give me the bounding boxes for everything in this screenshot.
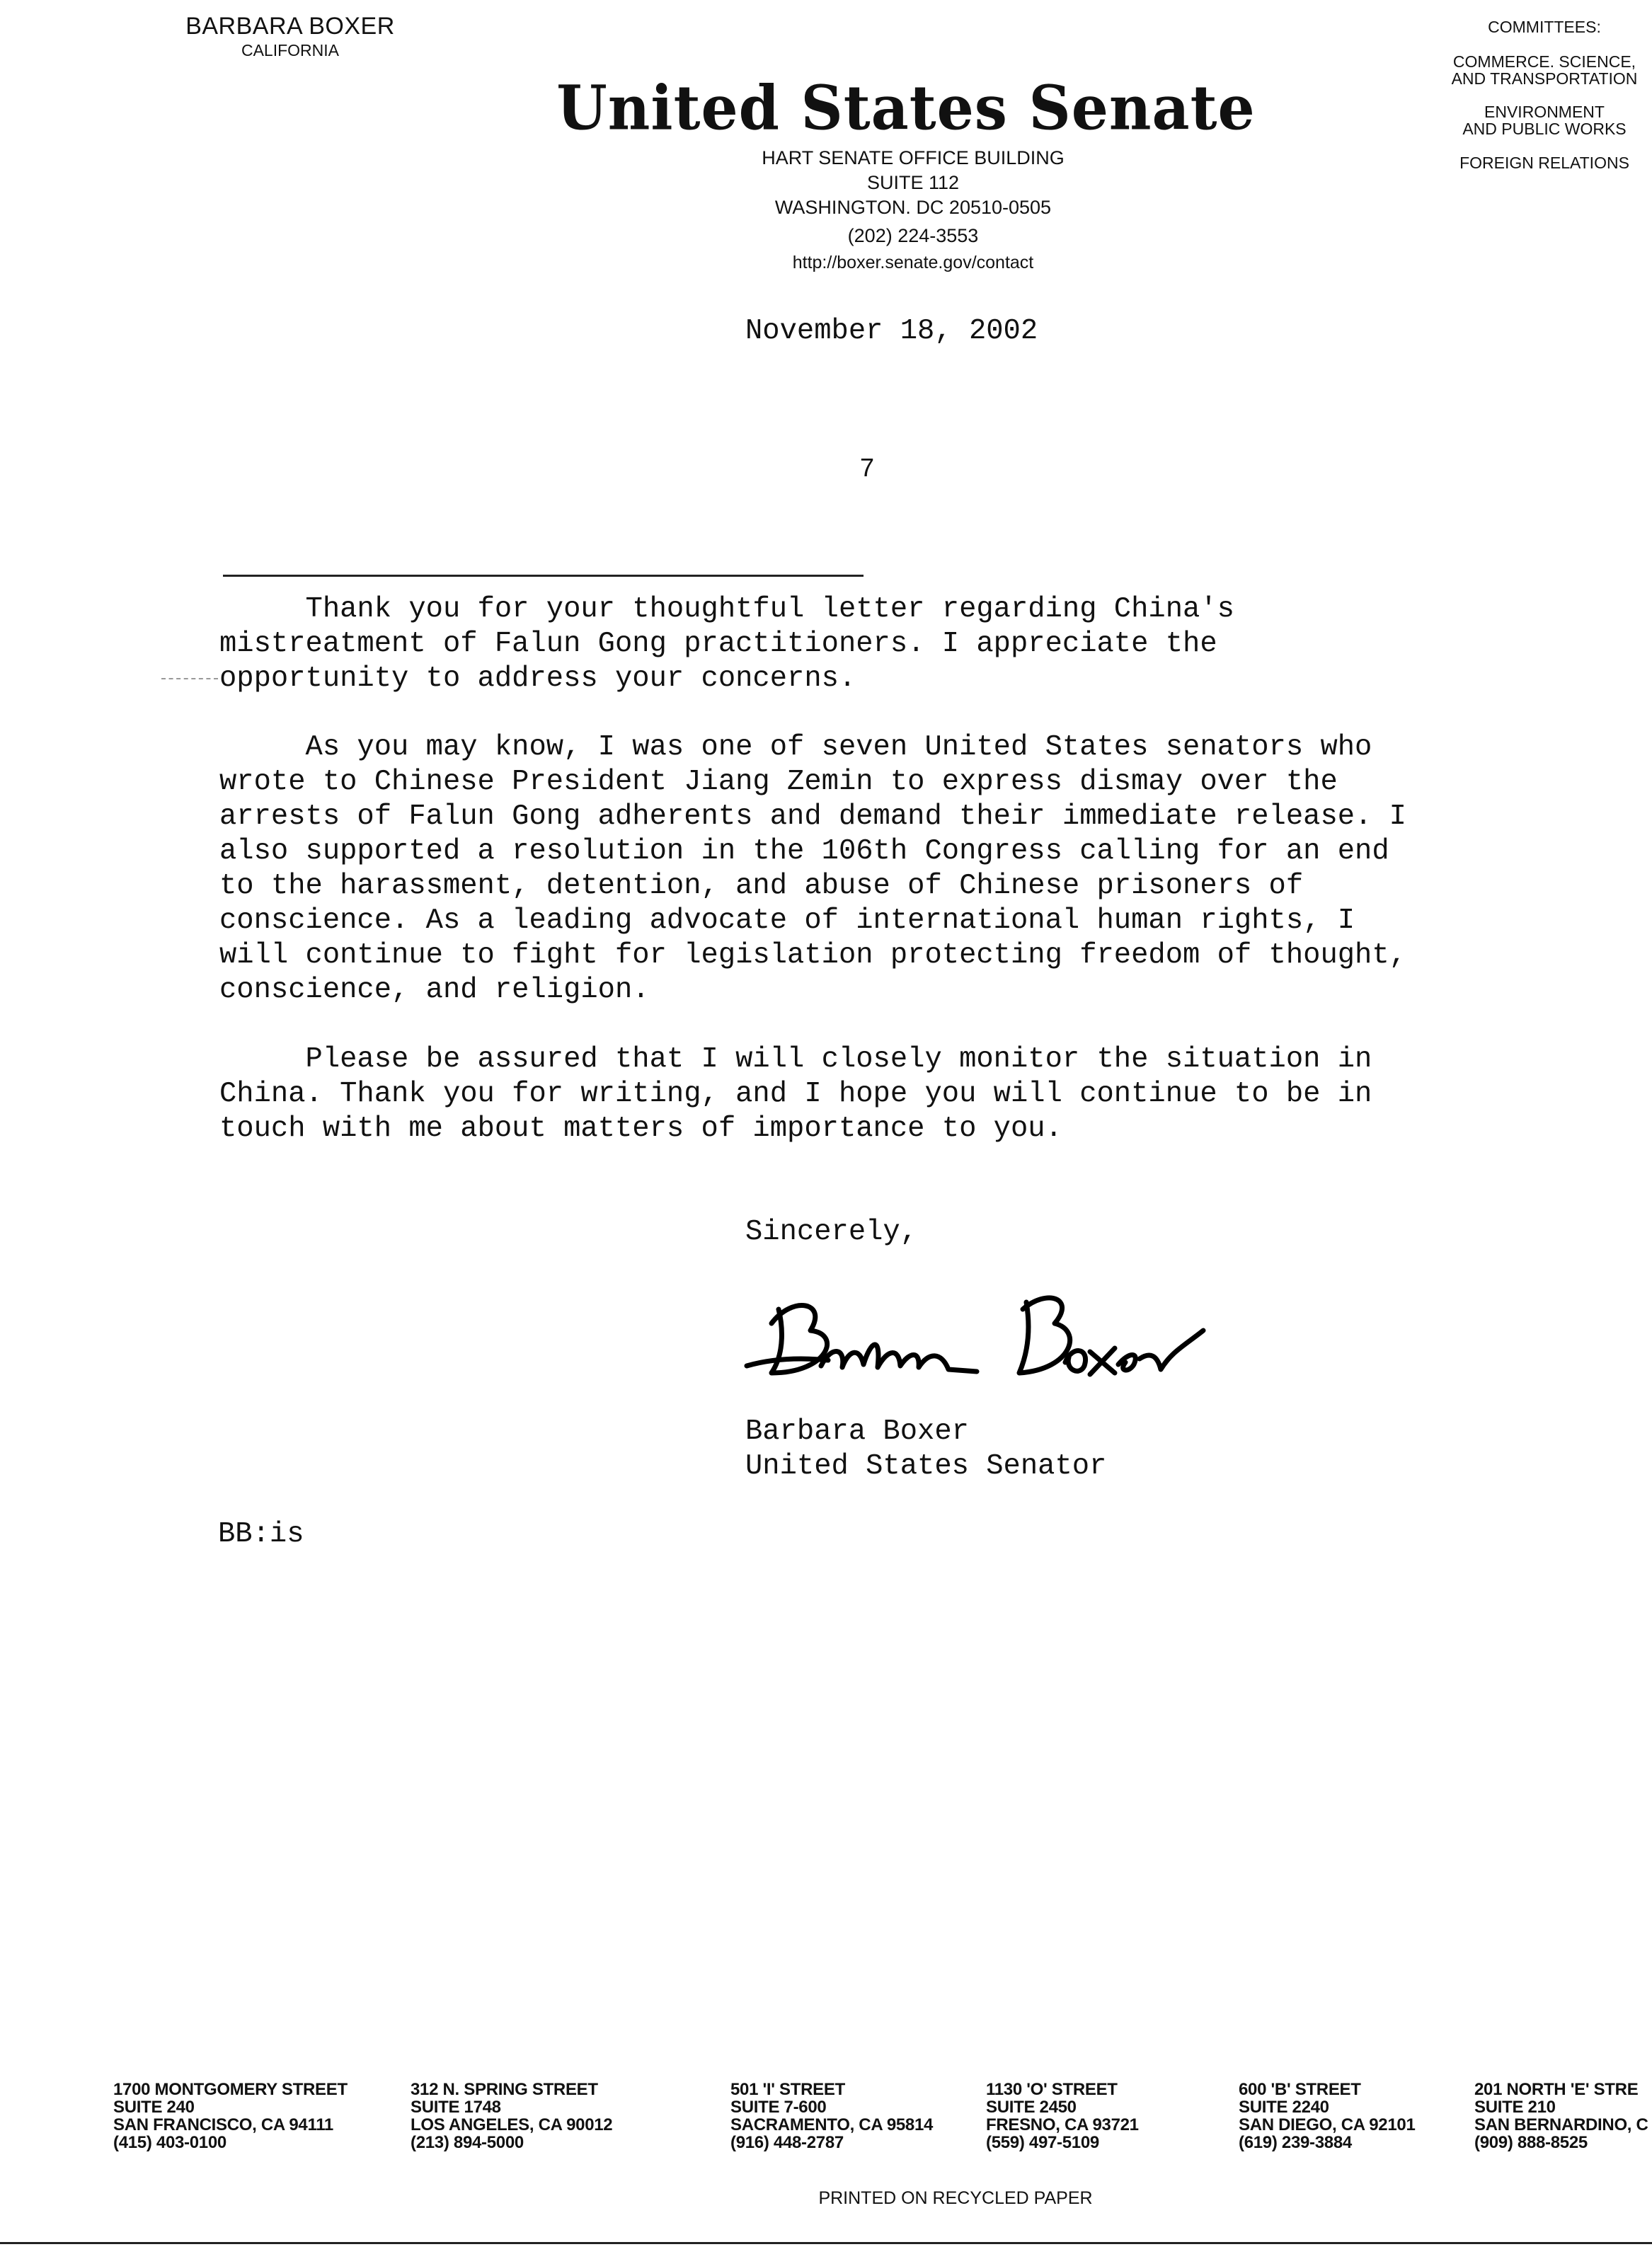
paragraph-line: to the harassment, detention, and abuse of Chinese prisoners of bbox=[219, 870, 1304, 902]
paragraph-line: As you may know, I was one of seven United States senators who bbox=[219, 731, 1372, 764]
closing: Sincerely, bbox=[745, 1216, 918, 1248]
senator-name: BARBARA BOXER bbox=[185, 13, 395, 40]
committee-line: FOREIGN RELATIONS bbox=[1459, 154, 1629, 171]
committee-line: AND TRANSPORTATION bbox=[1451, 69, 1638, 87]
office-san-bernardino bbox=[1474, 2081, 1652, 2151]
office-line: SUITE 7-600 bbox=[730, 2098, 827, 2117]
address-phone: (202) 224-3553 bbox=[847, 225, 979, 246]
committees-heading: COMMITTEES: bbox=[1488, 18, 1601, 35]
committee-commerce bbox=[1437, 53, 1652, 87]
letter-date: November 18, 2002 bbox=[745, 315, 1038, 347]
office-line: 501 'I' STREET bbox=[730, 2080, 845, 2099]
office-line: (415) 403-0100 bbox=[113, 2133, 226, 2152]
office-line: 1700 MONTGOMERY STREET bbox=[113, 2080, 348, 2099]
office-line: (909) 888-8525 bbox=[1474, 2133, 1588, 2151]
page-mark: 7 bbox=[860, 453, 875, 482]
committee-foreign-relations bbox=[1437, 154, 1652, 171]
paragraph-line: arrests of Falun Gong adherents and demand their immediate release. I bbox=[219, 800, 1406, 833]
address-building: HART SENATE OFFICE BUILDING bbox=[762, 147, 1065, 168]
scan-artifact bbox=[161, 678, 218, 679]
senate-title: United States Senate bbox=[556, 72, 1256, 144]
office-fresno bbox=[986, 2081, 1139, 2151]
address-url: http://boxer.senate.gov/contact bbox=[792, 253, 1034, 272]
divider-rule bbox=[223, 575, 864, 577]
paragraph-line: touch with me about matters of importance to you. bbox=[219, 1113, 1062, 1145]
office-sacramento bbox=[730, 2081, 933, 2151]
office-line: 312 N. SPRING STREET bbox=[411, 2080, 598, 2099]
office-line: SUITE 2240 bbox=[1239, 2098, 1329, 2117]
recycled-paper-note: PRINTED ON RECYCLED PAPER bbox=[818, 2188, 1093, 2208]
signer-title: United States Senator bbox=[745, 1450, 1107, 1483]
office-line: (619) 239-3884 bbox=[1239, 2133, 1352, 2152]
paragraph-line: also supported a resolution in the 106th Congress calling for an end bbox=[219, 835, 1389, 868]
committee-line: COMMERCE. SCIENCE, bbox=[1452, 53, 1636, 71]
paragraph-line: opportunity to address your concerns. bbox=[219, 662, 856, 695]
office-line: (916) 448-2787 bbox=[730, 2133, 844, 2152]
office-line: SUITE 210 bbox=[1474, 2098, 1556, 2117]
paragraph-line: Please be assured that I will closely monitor the situation in bbox=[219, 1043, 1372, 1076]
signature bbox=[743, 1281, 1210, 1401]
office-line: SUITE 1748 bbox=[411, 2098, 501, 2117]
office-san-diego bbox=[1239, 2081, 1416, 2151]
committee-line: AND PUBLIC WORKS bbox=[1462, 120, 1627, 137]
office-los-angeles bbox=[411, 2081, 612, 2151]
office-line: 1130 'O' STREET bbox=[986, 2080, 1118, 2099]
committee-environment bbox=[1437, 103, 1652, 137]
address-city: WASHINGTON. DC 20510-0505 bbox=[774, 197, 1052, 218]
paragraph-line: conscience. As a leading advocate of international human rights, I bbox=[219, 904, 1355, 937]
office-line: SUITE 240 bbox=[113, 2098, 195, 2117]
senator-state: CALIFORNIA bbox=[241, 41, 340, 59]
office-line: (559) 497-5109 bbox=[986, 2133, 1099, 2152]
office-san-francisco bbox=[113, 2081, 348, 2151]
signer-name: Barbara Boxer bbox=[745, 1415, 969, 1448]
committee-line: ENVIRONMENT bbox=[1484, 103, 1605, 121]
office-line: SAN FRANCISCO, CA 94111 bbox=[113, 2115, 333, 2134]
office-line: SAN DIEGO, CA 92101 bbox=[1239, 2115, 1416, 2134]
office-line: FRESNO, CA 93721 bbox=[986, 2115, 1139, 2134]
office-line: SACRAMENTO, CA 95814 bbox=[730, 2115, 934, 2134]
typist-initials: BB:is bbox=[218, 1518, 304, 1551]
paragraph-line: mistreatment of Falun Gong practitioners. I appreciate the bbox=[219, 628, 1217, 660]
paragraph-line: will continue to fight for legislation protecting freedom of thought, bbox=[219, 939, 1406, 972]
office-line: LOS ANGELES, CA 90012 bbox=[411, 2115, 613, 2134]
paragraph-line: conscience, and religion. bbox=[219, 974, 650, 1006]
handwritten-signature-icon bbox=[743, 1281, 1210, 1401]
paragraph-line: China. Thank you for writing, and I hope you will continue to be in bbox=[219, 1078, 1372, 1110]
office-line: (213) 894-5000 bbox=[411, 2133, 524, 2152]
paragraph-line: wrote to Chinese President Jiang Zemin to express dismay over the bbox=[219, 766, 1338, 798]
address-suite: SUITE 112 bbox=[866, 172, 960, 193]
paragraph-line: Thank you for your thoughtful letter regarding China's bbox=[219, 593, 1234, 626]
office-line: 201 NORTH 'E' STRE bbox=[1474, 2081, 1639, 2099]
office-line: SAN BERNARDINO, C bbox=[1474, 2115, 1648, 2134]
office-line: SUITE 2450 bbox=[986, 2098, 1077, 2117]
office-line: 600 'B' STREET bbox=[1239, 2080, 1361, 2099]
bottom-rule bbox=[0, 2242, 1652, 2244]
